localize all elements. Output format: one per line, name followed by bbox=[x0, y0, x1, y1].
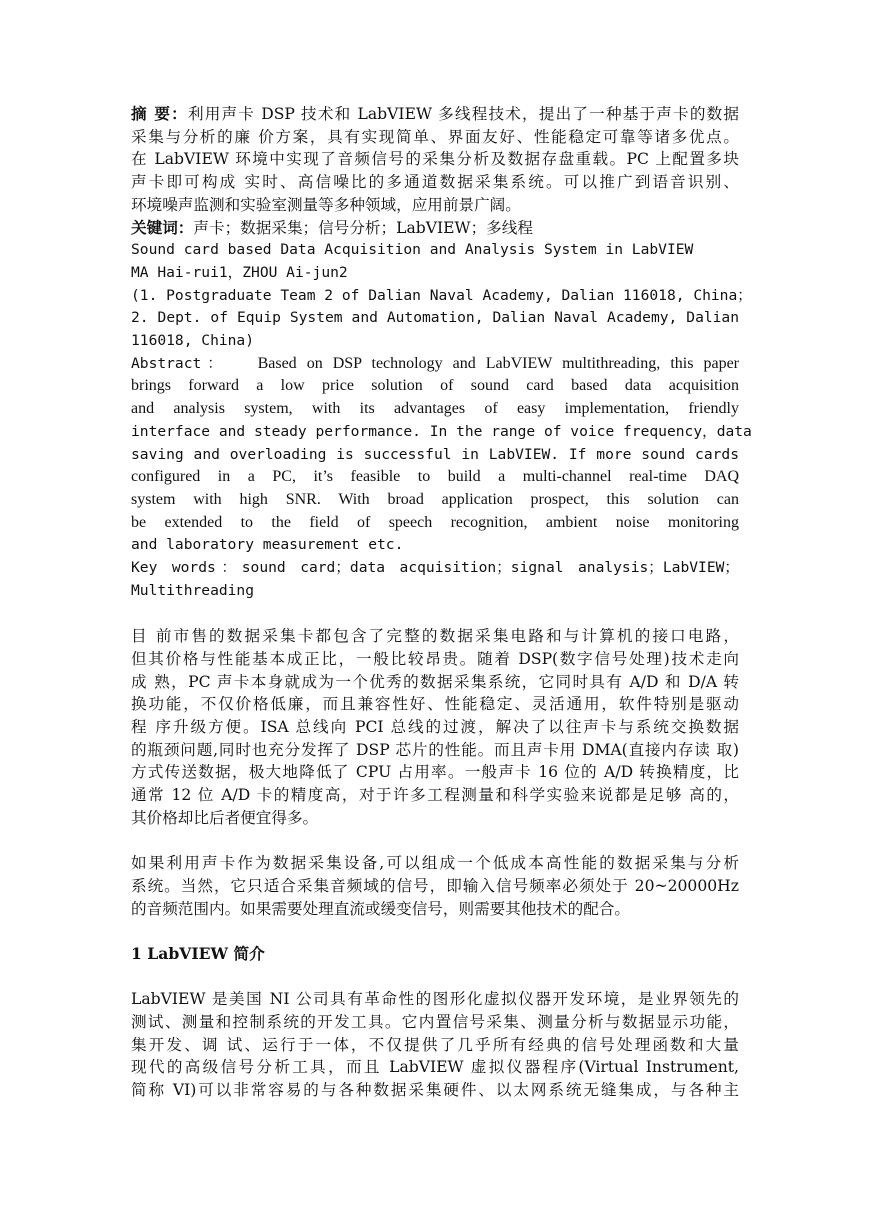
spacer bbox=[131, 829, 739, 852]
english-abstract-line: Abstract： Based on DSP technology and LabVIEW multithreading, this paper bbox=[131, 354, 739, 372]
english-keywords-line: Multithreading bbox=[131, 581, 255, 599]
paragraph-line: 测试、测量和控制系统的开发工具。它内置信号采集、测量分析与数据显示功能， bbox=[131, 1013, 739, 1032]
paragraph-line: 系统。当然，它只适合采集音频域的信号，即输入信号频率必须处于 20~20000Hz bbox=[131, 876, 739, 895]
paragraph-line: 目 前市售的数据采集卡都包含了完整的数据采集电路和与计算机的接口电路， bbox=[131, 627, 739, 646]
paragraph-line: 的音频范围内。如果需要处理直流或缓变信号，则需要其他技术的配合。 bbox=[131, 899, 631, 918]
paragraph-line: 现代的高级信号分析工具，而且 LabVIEW 虚拟仪器程序(Virtual Instrument, bbox=[131, 1058, 739, 1077]
abstract-cn-line: 在 LabVIEW 环境中实现了音频信号的采集分析及数据存盘重载。PC 上配置多块 bbox=[131, 150, 739, 169]
paragraph-line: 的瓶颈问题,同时也充分发挥了 DSP 芯片的性能。而且声卡用 DMA(直接内存读 取) bbox=[131, 740, 739, 759]
paragraph-line: 通常 12 位 A/D 卡的精度高，对于许多工程测量和科学实验来说都是足够 高的， bbox=[131, 786, 739, 805]
english-title: Sound card based Data Acquisition and Analysis System in LabVIEW bbox=[131, 241, 694, 259]
english-abstract-line: and analysis system, with its advantages of easy implementation, friendly bbox=[131, 400, 739, 418]
section-heading: 1 LabVIEW 简介 bbox=[131, 943, 265, 963]
spacer bbox=[131, 602, 739, 625]
english-affiliation-line: 116018, China) bbox=[131, 332, 255, 350]
english-affiliation-line: 2. Dept. of Equip System and Automation, Dalian Naval Academy, Dalian bbox=[131, 309, 739, 327]
english-abstract-line: and laboratory measurement etc. bbox=[131, 536, 404, 554]
spacer bbox=[131, 920, 739, 943]
paragraph-line: 方式传送数据，极大地降低了 CPU 占用率。一般声卡 16 位的 A/D 转换精度，比 bbox=[131, 763, 739, 782]
section-1-paragraph bbox=[131, 988, 739, 1102]
english-abstract-line: system with high SNR. With broad application prospect, this solution can bbox=[131, 490, 739, 508]
english-abstract-label: Abstract： bbox=[131, 354, 228, 372]
abstract-cn-line: 环境噪声监测和实验室测量等多种领域，应用前景广阔。 bbox=[131, 195, 521, 214]
intro-paragraph-1 bbox=[131, 625, 739, 829]
spacer bbox=[131, 966, 739, 989]
abstract-cn-line: 摘 要：利用声卡 DSP 技术和 LabVIEW 多线程技术，提出了一种基于声卡的数据 bbox=[131, 104, 739, 123]
english-block bbox=[131, 239, 752, 602]
paragraph-line: 集开发、调 试、运行于一体，不仅提供了几乎所有经典的信号处理函数和大量 bbox=[131, 1035, 739, 1054]
intro-paragraph-2 bbox=[131, 852, 739, 920]
english-affiliation-line: (1. Postgraduate Team 2 of Dalian Naval Academy, Dalian 116018, China； bbox=[131, 286, 752, 304]
keywords-cn-label: 关键词： bbox=[131, 217, 194, 237]
paragraph-line: 但其价格与性能基本成正比，一般比较昂贵。随着 DSP(数字信号处理)技术走向 bbox=[131, 649, 739, 668]
english-abstract-line: configured in a PC, it’s feasible to build a multi-channel real-time DAQ bbox=[131, 468, 739, 486]
paragraph-line: 其价格却比后者便宜得多。 bbox=[131, 808, 319, 827]
english-abstract-line: saving and overloading is successful in LabVIEW. If more sound cards bbox=[131, 445, 739, 463]
english-abstract-line: be extended to the field of speech recognition, ambient noise monitoring bbox=[131, 513, 739, 531]
abstract-cn-line: 声卡即可构成 实时、高信噪比的多通道数据采集系统。可以推广到语音识别、 bbox=[131, 173, 739, 192]
english-abstract-line: interface and steady performance. In the range of voice frequency，data bbox=[131, 422, 752, 440]
paragraph-line: 程 序升级方便。ISA 总线向 PCI 总线的过渡，解决了以往声卡与系统交换数据 bbox=[131, 717, 739, 736]
english-authors: MA Hai-rui1，ZHOU Ai-jun2 bbox=[131, 263, 348, 281]
paragraph-line: LabVIEW 是美国 NI 公司具有革命性的图形化虚拟仪器开发环境，是业界领先的 bbox=[131, 990, 739, 1009]
paragraph-line: 简称 VI)可以非常容易的与各种数据采集硬件、以太网系统无缝集成，与各种主 bbox=[131, 1081, 739, 1100]
abstract-cn-line: 采集与分析的廉 价方案，具有实现简单、界面友好、性能稳定可靠等诸多优点。 bbox=[131, 127, 739, 146]
keywords-cn bbox=[131, 217, 739, 240]
paragraph-line: 换功能，不仅价格低廉，而且兼容性好、性能稳定、灵活通用，软件特别是驱动 bbox=[131, 695, 739, 714]
english-abstract-line: brings forward a low price solution of sound card based data acquisition bbox=[131, 377, 739, 395]
english-keywords-line: Key words：sound card；data acquisition；signal analysis；LabVIEW； bbox=[131, 559, 739, 577]
abstract-cn bbox=[131, 103, 739, 217]
paragraph-line: 成 熟，PC 声卡本身就成为一个优秀的数据采集系统，它同时具有 A/D 和 D/A 转 bbox=[131, 672, 739, 691]
abstract-cn-label: 摘 要： bbox=[131, 104, 188, 123]
paragraph-line: 如果利用声卡作为数据采集设备,可以组成一个低成本高性能的数据采集与分析 bbox=[131, 854, 739, 873]
keywords-cn-text: 声卡；数据采集；信号分析；LabVIEW；多线程 bbox=[193, 218, 533, 237]
